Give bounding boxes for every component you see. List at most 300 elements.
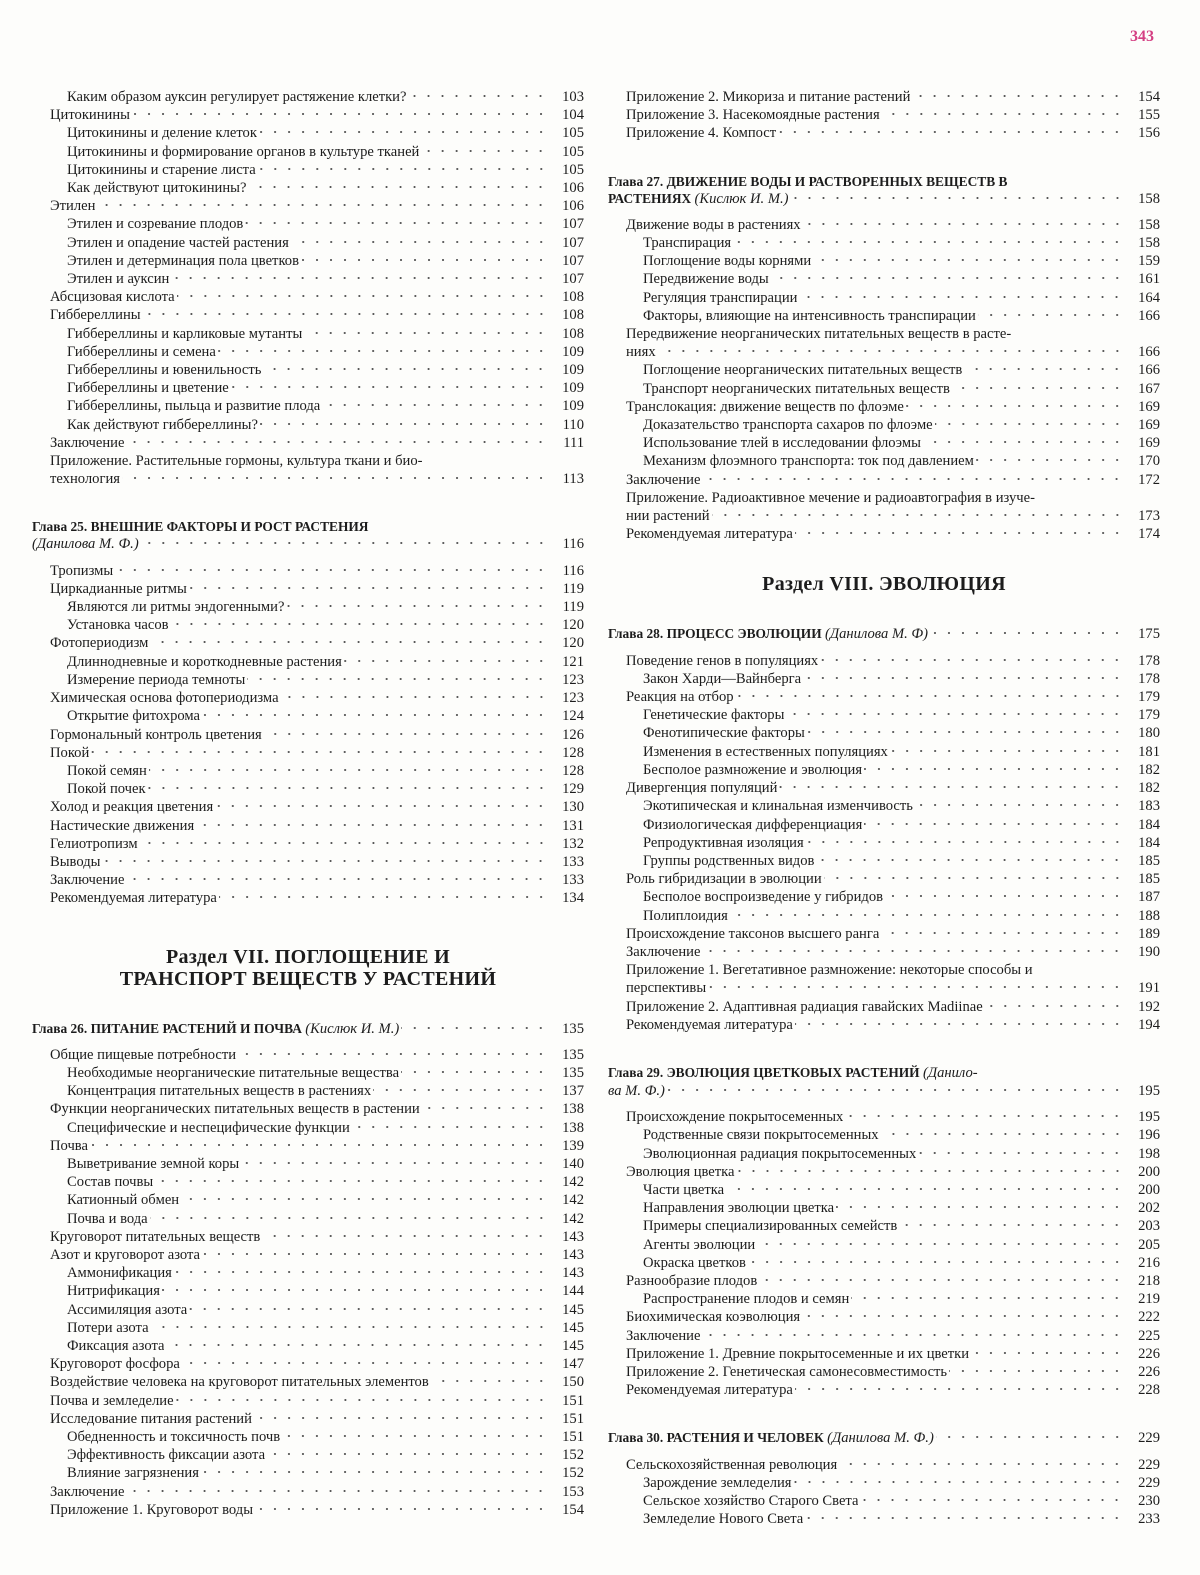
toc-entry[interactable] [32, 1483, 584, 1501]
toc-entry[interactable] [32, 288, 584, 306]
toc-list [608, 1108, 1160, 1399]
toc-entry[interactable] [608, 1108, 1160, 1126]
toc-entry[interactable] [608, 106, 1160, 124]
dot-leader [91, 745, 548, 757]
toc-entry-page: 144 [562, 1283, 584, 1300]
toc-entry[interactable] [608, 943, 1160, 961]
toc-entry-title: Выветривание земной коры [67, 1155, 240, 1172]
toc-entry[interactable] [32, 726, 584, 744]
toc-entry[interactable] [32, 1373, 584, 1391]
dot-leader [181, 1192, 548, 1204]
dot-leader [730, 908, 1124, 920]
toc-entry-title: Эволюция цветка [626, 1163, 735, 1180]
toc-entry[interactable] [608, 88, 1160, 106]
toc-entry[interactable] [608, 1492, 1160, 1510]
toc-entry-title: Концентрация питательных веществ в растениях [67, 1083, 372, 1100]
toc-entry[interactable] [32, 234, 584, 252]
toc-entry[interactable] [32, 853, 584, 871]
toc-entry-title: Каким образом ауксин регулирует растяжение клетки? [67, 89, 407, 105]
toc-entry[interactable] [32, 161, 584, 179]
dot-leader [255, 1502, 548, 1514]
toc-entry-title: Биохимическая коэволюция [626, 1309, 801, 1326]
chapter-29-author-row[interactable] [608, 1082, 1160, 1100]
toc-entry-page: 172 [1138, 471, 1160, 488]
toc-entry-page: 178 [1138, 652, 1160, 669]
toc-entry[interactable] [32, 780, 584, 798]
dot-leader [912, 89, 1124, 101]
dot-leader [923, 435, 1124, 447]
toc-entry[interactable] [608, 779, 1160, 797]
toc-entry[interactable] [608, 270, 1160, 288]
toc-entry[interactable] [32, 416, 584, 434]
toc-entry-page: 154 [562, 1501, 584, 1518]
toc-entry[interactable] [608, 1181, 1160, 1199]
toc-entry[interactable] [32, 1446, 584, 1464]
toc-entry[interactable] [608, 1016, 1160, 1034]
chapter-25-author-row[interactable] [32, 535, 584, 553]
toc-entry[interactable] [32, 143, 584, 161]
toc-entry-title: Передвижение воды [643, 271, 769, 288]
toc-entry[interactable] [608, 1345, 1160, 1363]
chapter-29-title[interactable] [608, 1064, 1160, 1082]
toc-list [32, 1046, 584, 1519]
dot-leader [794, 1475, 1124, 1487]
toc-list [608, 652, 1160, 961]
toc-entry[interactable] [32, 798, 584, 816]
toc-entry-title: ниях [626, 344, 656, 361]
dot-leader [431, 1374, 548, 1386]
toc-entry[interactable] [32, 1137, 584, 1155]
toc-entry[interactable] [608, 870, 1160, 888]
dot-leader [264, 727, 548, 739]
toc-entry-page: 128 [562, 744, 584, 761]
toc-entry-page: 228 [1138, 1382, 1160, 1399]
dot-leader [215, 799, 548, 811]
toc-entry-title: Транспирация [643, 235, 732, 252]
toc-entry[interactable] [608, 234, 1160, 252]
toc-entry-title: Физиологическая дифференциация [643, 816, 863, 833]
dot-leader [667, 1083, 1124, 1095]
toc-entry[interactable] [32, 707, 584, 725]
toc-entry-title: Сельскохозяйственная революция [626, 1456, 838, 1473]
toc-entry[interactable] [32, 343, 584, 361]
toc-entry-title: Передвижение неорганических питательных веществ в расте- [626, 326, 1012, 343]
toc-entry[interactable] [608, 416, 1160, 434]
toc-entry[interactable] [32, 580, 584, 598]
toc-entry[interactable] [608, 724, 1160, 742]
toc-entry[interactable] [32, 88, 584, 106]
toc-entry[interactable] [608, 1510, 1160, 1528]
toc-entry[interactable] [32, 1301, 584, 1319]
toc-entry[interactable] [608, 307, 1160, 325]
toc-entry[interactable] [32, 1064, 584, 1082]
toc-entry[interactable] [608, 1272, 1160, 1290]
toc-entry[interactable] [608, 1126, 1160, 1144]
toc-entry-page: 152 [562, 1447, 584, 1464]
toc-entry-title: Эволюционная радиация покрытосеменных [643, 1145, 917, 1162]
toc-entry[interactable] [32, 817, 584, 835]
toc-entry[interactable] [608, 688, 1160, 706]
toc-entry-title: Влияние загрязнения [67, 1465, 199, 1482]
toc-entry-page: 166 [1138, 344, 1160, 361]
toc-entry-title: Катионный обмен [67, 1192, 180, 1209]
toc-column-left [32, 88, 584, 1519]
toc-entry[interactable] [32, 1246, 584, 1264]
dot-leader [881, 1127, 1124, 1139]
dot-leader [813, 253, 1124, 265]
dot-leader [219, 890, 548, 902]
toc-entry[interactable] [32, 1264, 584, 1282]
dot-leader [748, 1255, 1124, 1267]
toc-entry-page: 135 [562, 1046, 584, 1063]
toc-entry[interactable] [608, 1217, 1160, 1235]
toc-entry[interactable] [608, 361, 1160, 379]
toc-entry-page: 108 [562, 289, 584, 306]
toc-entry[interactable] [32, 1046, 584, 1064]
chapter-label: РАСТЕНИЯХ [608, 190, 692, 206]
toc-entry-title: Группы родственных видов [643, 852, 815, 869]
toc-entry-title: Эффективность фиксации азота [67, 1447, 266, 1464]
toc-entry[interactable] [32, 397, 584, 415]
toc-entry-page: 230 [1138, 1493, 1160, 1509]
toc-entry-appendix-vegetative[interactable] [608, 961, 1160, 979]
toc-entry-page: 143 [562, 1246, 584, 1263]
toc-entry-title: Круговорот фосфора [50, 1356, 180, 1373]
toc-entry-appendix-vegetative-cont[interactable] [608, 979, 1160, 997]
toc-entry[interactable] [608, 1145, 1160, 1163]
toc-entry-title: Заключение [50, 434, 125, 451]
toc-entry-title: Происхождение таксонов высшего ранга [626, 925, 880, 942]
toc-entry-page: 151 [562, 1429, 584, 1445]
chapter-30-title[interactable] [608, 1429, 1160, 1447]
toc-entry[interactable] [608, 706, 1160, 724]
toc-entry-title: Рекомендуемая литература [50, 890, 217, 907]
toc-entry-title: Приложение. Растительные гормоны, культура ткани и био- [50, 453, 423, 470]
toc-entry-title: Рекомендуемая литература [626, 1016, 793, 1033]
toc-entry[interactable] [608, 1236, 1160, 1254]
toc-entry[interactable] [32, 689, 584, 707]
toc-entry[interactable] [32, 106, 584, 124]
section-title-line: ТРАНСПОРТ ВЕЩЕСТВ У РАСТЕНИЙ [119, 967, 497, 990]
toc-entry[interactable] [608, 998, 1160, 1016]
toc-entry-appendix-hormones[interactable] [32, 452, 584, 470]
toc-entry-page: 106 [562, 198, 584, 215]
dot-leader [150, 635, 548, 647]
chapter-27-title[interactable] [608, 173, 1160, 190]
toc-entry[interactable] [32, 1392, 584, 1410]
dot-leader [795, 1017, 1124, 1029]
toc-entry[interactable] [32, 179, 584, 197]
toc-entry-page: 116 [562, 562, 584, 579]
toc-entry[interactable] [32, 1319, 584, 1337]
toc-entry[interactable] [32, 1173, 584, 1191]
toc-entry[interactable] [608, 797, 1160, 815]
toc-entry-title: Этилен и ауксин [67, 271, 170, 288]
toc-entry[interactable] [608, 1456, 1160, 1474]
toc-entry[interactable] [608, 1363, 1160, 1381]
toc-entry[interactable] [608, 471, 1160, 489]
toc-entry-page: 120 [562, 635, 584, 652]
toc-entry[interactable] [608, 1290, 1160, 1308]
toc-entry-title: Генетические факторы [643, 707, 785, 724]
toc-list [32, 562, 584, 908]
toc-entry[interactable] [32, 270, 584, 288]
section-title-line: Раздел VIII. ЭВОЛЮЦИЯ [762, 573, 1006, 596]
toc-entry[interactable] [32, 835, 584, 853]
toc-entry[interactable] [32, 1501, 584, 1519]
dot-leader [171, 271, 548, 283]
dot-leader [352, 1120, 548, 1132]
toc-entry[interactable] [608, 834, 1160, 852]
chapter-label: Глава 30. РАСТЕНИЯ И ЧЕЛОВЕК [608, 1430, 824, 1446]
section-title-line: Раздел VII. ПОГЛОЩЕНИЕ И [166, 945, 450, 968]
toc-entry-title: Этилен и созревание плодов [67, 216, 244, 233]
dot-leader [174, 1265, 548, 1277]
dot-leader [422, 1101, 548, 1113]
toc-entry-page: 142 [562, 1174, 584, 1191]
toc-entry[interactable] [32, 616, 584, 634]
toc-entry[interactable] [608, 380, 1160, 398]
toc-entry-title: Покой семян [67, 762, 147, 779]
toc-entry-title: Гиббереллины [50, 307, 141, 324]
toc-entry-page: 104 [562, 107, 584, 124]
toc-entry-page: 105 [562, 143, 584, 160]
toc-entry[interactable] [32, 762, 584, 780]
dot-leader [864, 762, 1124, 774]
dot-leader [132, 107, 548, 119]
toc-entry[interactable] [608, 289, 1160, 307]
toc-entry[interactable] [608, 124, 1160, 142]
dot-leader [949, 1364, 1124, 1376]
toc-entry[interactable] [608, 670, 1160, 688]
toc-entry-title: Приложение 2. Адаптивная радиация гавайских Madiinae [626, 998, 983, 1015]
toc-entry-page: 131 [562, 817, 584, 834]
dot-leader [824, 871, 1124, 883]
dot-leader [860, 1493, 1124, 1505]
toc-entry-title: Приложение. Радиоактивное мечение и радиоавтография в изуче- [626, 489, 1035, 506]
toc-entry[interactable] [608, 888, 1160, 906]
toc-entry-page: 120 [562, 617, 584, 634]
toc-entry-page: 166 [1138, 307, 1160, 324]
toc-entry[interactable] [608, 743, 1160, 761]
chapter-label: Глава 26. ПИТАНИЕ РАСТЕНИЙ И ПОЧВА [32, 1020, 302, 1036]
toc-entry[interactable] [32, 1410, 584, 1428]
toc-entry-title: Измерение периода темноты [67, 671, 246, 688]
toc-entry-page: 108 [562, 325, 584, 342]
toc-entry[interactable] [608, 1381, 1160, 1399]
dot-leader [196, 818, 548, 830]
toc-entry-title: Длиннодневные и короткодневные растения [67, 653, 342, 670]
toc-entry[interactable] [608, 1199, 1160, 1217]
dot-leader [779, 780, 1124, 792]
chapter-label-wrap [608, 190, 789, 208]
toc-entry-title: Гиббереллины и карликовые мутанты [67, 325, 303, 342]
toc-entry-page: 182 [1138, 761, 1160, 778]
toc-entry-title: Приложение 2. Генетическая самонесовместимость [626, 1363, 948, 1380]
toc-entry-page: 219 [1138, 1291, 1160, 1308]
toc-entry[interactable] [32, 1428, 584, 1446]
toc-entry-appendix-radio[interactable] [608, 489, 1160, 507]
toc-entry-title: Цитокинины и старение листа [67, 161, 256, 178]
toc-entry-title: Химическая основа фотопериодизма [50, 690, 279, 707]
toc-entry-page: 216 [1138, 1254, 1160, 1271]
toc-entry-page: 108 [562, 307, 584, 324]
toc-entry[interactable] [32, 671, 584, 689]
toc-entry-page: 169 [1138, 417, 1160, 434]
toc-entry-page: 196 [1138, 1127, 1160, 1144]
dot-leader [162, 1283, 548, 1295]
toc-entry[interactable] [608, 452, 1160, 470]
dot-leader [915, 798, 1124, 810]
dot-leader [202, 1247, 548, 1259]
toc-entry[interactable] [608, 761, 1160, 779]
toc-entry[interactable] [32, 871, 584, 889]
chapter-28-title[interactable] [608, 625, 1160, 643]
toc-entry-page: 105 [562, 125, 584, 142]
toc-entry-page: 111 [563, 434, 584, 451]
chapter-author: (Данилова М. Ф.) [32, 536, 139, 553]
toc-entry[interactable] [32, 1210, 584, 1228]
toc-entry[interactable] [32, 1337, 584, 1355]
toc-entry-title: Циркадианные ритмы [50, 580, 187, 597]
section-8-title [608, 573, 1160, 595]
toc-entry-page: 222 [1138, 1309, 1160, 1326]
toc-entry-page: 150 [562, 1374, 584, 1391]
toc-entry[interactable] [32, 1355, 584, 1373]
toc-entry-page: 143 [562, 1228, 584, 1245]
toc-entry-page: 159 [1138, 253, 1160, 270]
toc-entry-appendix-hormones-cont[interactable] [32, 470, 584, 488]
toc-entry-title: Изменения в естественных популяциях [643, 743, 888, 760]
dot-leader [141, 536, 548, 548]
toc-entry-page: 145 [562, 1319, 584, 1336]
dot-leader [140, 836, 548, 848]
toc-entry[interactable] [32, 306, 584, 324]
dot-leader [936, 1430, 1124, 1442]
toc-entry[interactable] [608, 925, 1160, 943]
toc-entry[interactable] [32, 653, 584, 671]
toc-entry-page: 185 [1138, 871, 1160, 888]
toc-entry-page: 179 [1138, 689, 1160, 706]
toc-entry[interactable] [32, 1282, 584, 1300]
dot-leader [176, 1393, 548, 1405]
toc-entry-title: Заключение [626, 1327, 701, 1344]
toc-entry-page: 198 [1138, 1145, 1160, 1162]
toc-entry[interactable] [32, 889, 584, 907]
toc-entry[interactable] [32, 252, 584, 270]
toc-entry-title: Транслокация: движение веществ по флоэме [626, 398, 904, 415]
dot-leader [259, 125, 548, 137]
toc-entry-title: Выводы [50, 853, 101, 870]
toc-entry-nutrient-movement-cont[interactable] [608, 343, 1160, 361]
toc-entry[interactable] [32, 1119, 584, 1137]
toc-entry-page: 188 [1138, 907, 1160, 924]
chapter-25-title[interactable] [32, 518, 584, 535]
toc-list [608, 998, 1160, 1034]
dot-leader [322, 398, 548, 410]
toc-entry[interactable] [32, 197, 584, 215]
toc-entry-title: Являются ли ритмы эндогенными? [67, 599, 285, 616]
toc-entry-title: Специфические и неспецифические функции [67, 1119, 350, 1136]
toc-entry[interactable] [32, 1228, 584, 1246]
toc-entry-title: Состав почвы [67, 1174, 154, 1191]
toc-entry[interactable] [32, 379, 584, 397]
toc-entry[interactable] [32, 744, 584, 762]
toc-entry-page: 169 [1138, 398, 1160, 415]
toc-entry-title: Круговорот питательных веществ [50, 1228, 261, 1245]
dot-leader [890, 744, 1124, 756]
toc-entry[interactable] [32, 124, 584, 142]
dot-leader [258, 162, 548, 174]
toc-entry[interactable] [608, 907, 1160, 925]
toc-entry-page: 138 [562, 1101, 584, 1118]
toc-entry[interactable] [608, 816, 1160, 834]
toc-entry-title: Бесполое воспроизведение у гибридов [643, 889, 884, 906]
toc-entry[interactable] [608, 1327, 1160, 1345]
toc-entry-page: 151 [562, 1410, 584, 1427]
chapter-27-title-cont[interactable] [608, 190, 1160, 208]
chapter-page: 116 [562, 536, 584, 553]
toc-entry[interactable] [608, 216, 1160, 234]
dot-leader [737, 1164, 1124, 1176]
toc-entry[interactable] [32, 1191, 584, 1209]
toc-entry[interactable] [608, 1474, 1160, 1492]
toc-entry-page: 194 [1138, 1016, 1160, 1033]
chapter-26-title[interactable] [32, 1020, 584, 1038]
toc-entry-page: 158 [1138, 216, 1160, 233]
toc-entry-page: 166 [1138, 362, 1160, 379]
toc-entry[interactable] [32, 1100, 584, 1118]
toc-entry[interactable] [32, 1155, 584, 1173]
toc-entry-title: Приложение 2. Микориза и питание растений [626, 89, 911, 105]
toc-entry[interactable] [32, 634, 584, 652]
toc-entry[interactable] [32, 361, 584, 379]
toc-entry[interactable] [608, 525, 1160, 543]
toc-entry[interactable] [32, 598, 584, 616]
dot-leader [757, 1237, 1124, 1249]
toc-entry-page: 167 [1138, 380, 1160, 397]
dot-leader [899, 1218, 1124, 1230]
toc-entry-page: 226 [1138, 1363, 1160, 1380]
toc-entry[interactable] [32, 562, 584, 580]
toc-entry[interactable] [32, 434, 584, 452]
toc-entry-title: Экотипическая и клинальная изменчивость [643, 798, 913, 815]
toc-entry-nutrient-movement[interactable] [608, 325, 1160, 343]
toc-entry-title: Гиббереллины и цветение [67, 380, 229, 397]
toc-entry[interactable] [608, 1163, 1160, 1181]
toc-entry[interactable] [32, 325, 584, 343]
toc-entry[interactable] [608, 852, 1160, 870]
dot-leader [803, 217, 1124, 229]
toc-entry[interactable] [608, 1308, 1160, 1326]
toc-entry[interactable] [32, 215, 584, 233]
toc-entry-page: 229 [1138, 1474, 1160, 1491]
toc-entry-appendix-radio-cont[interactable] [608, 507, 1160, 525]
dot-leader [791, 191, 1124, 203]
toc-entry-page: 142 [562, 1210, 584, 1227]
toc-entry[interactable] [608, 652, 1160, 670]
dot-leader [803, 671, 1124, 683]
dot-leader [281, 690, 548, 702]
toc-entry[interactable] [608, 252, 1160, 270]
toc-entry[interactable] [608, 1254, 1160, 1272]
toc-entry[interactable] [608, 398, 1160, 416]
toc-entry[interactable] [32, 1464, 584, 1482]
toc-entry-title: Доказательство транспорта сахаров по флоэме [643, 417, 933, 434]
toc-entry[interactable] [608, 434, 1160, 452]
toc-entry-title: Нитрификация [67, 1283, 160, 1300]
toc-entry[interactable] [32, 1082, 584, 1100]
